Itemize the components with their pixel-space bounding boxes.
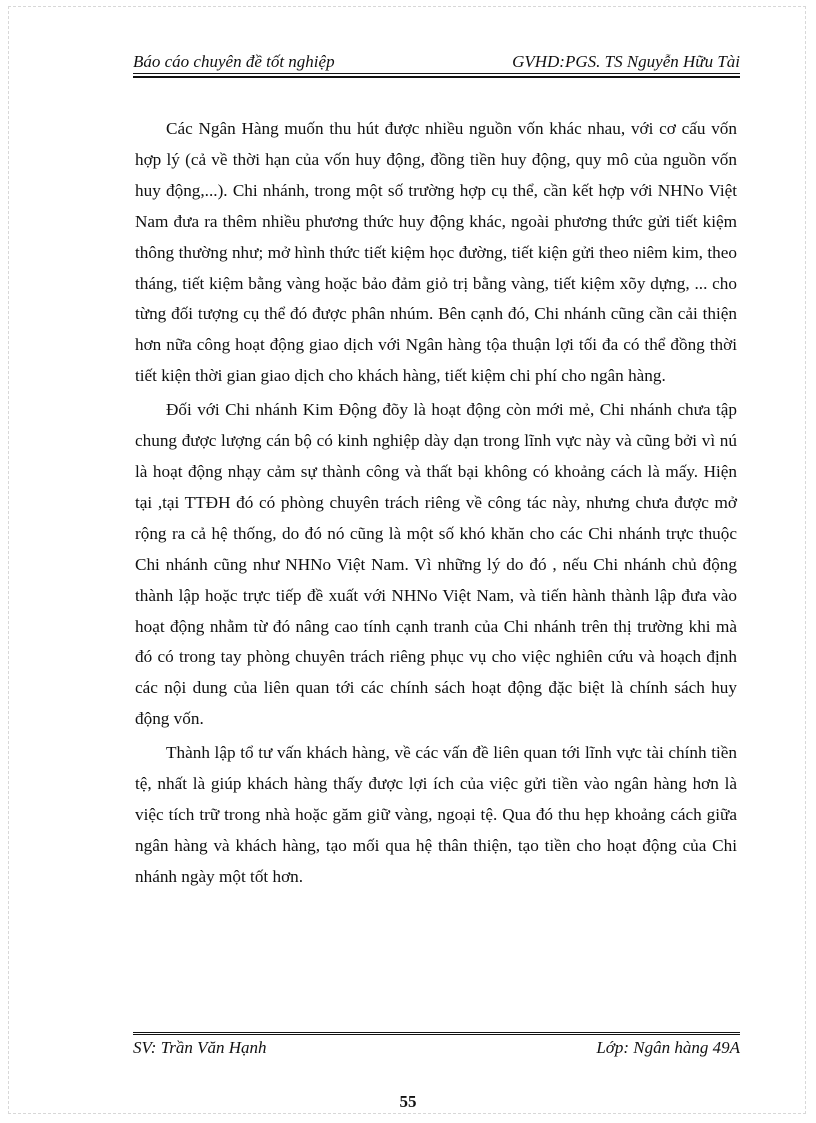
paragraph: Các Ngân Hàng muốn thu hút được nhiều nguồn vốn khác nhau, với cơ cấu vốn hợp lý (cả về thời hạn của vốn huy động, đồng tiền huy động, quy mô của nguồn vốn huy động,...). Chi nhánh, trong một số trường hợp cụ thể, cần kết hợp với NHNo Việt Nam đưa ra thêm nhiều phương thức huy động khác, ngoài phương thức gửi tiết kiệm thông thường như; mở hình thức tiết kiệm học đường, tiết kiện gửi theo niêm kim, theo tháng, tiết kiệm bằng vàng hoặc bảo đảm giỏ trị bằng vàng, tiết kiệm xõy dựng, ... cho từng đối tượng cụ thể đó được phân nhúm. Bên cạnh đó, Chi nhánh cũng cần cải thiện hơn nữa công hoạt động giao dịch với Ngân hàng tộa thuận lợi tối đa có thể đồng thời tiết kiện thời gian giao dịch cho khách hàng, tiết kiệm chi phí cho ngân hàng.: [135, 119, 737, 386]
body-text: [135, 114, 737, 896]
page-header: [133, 48, 740, 72]
footer-student: SV: Trần Văn Hạnh: [133, 1038, 267, 1057]
paragraph: Thành lập tổ tư vấn khách hàng, về các vấn đề liên quan tới lĩnh vực tài chính tiền tệ, nhất là giúp khách hàng thấy được lợi ích của việc gửi tiền vào ngân hàng hơn là việc tích trữ trong nhà hoặc găm giữ vàng, ngoại tệ. Qua đó thu hẹp khoảng cách giữa ngân hàng và khách hàng, tạo mối qua hệ thân thiện, tạo tiền cho hoạt động của Chi nhánh ngày một tốt hơn.: [135, 743, 737, 886]
paragraph: Đối với Chi nhánh Kim Động đõy là hoạt động còn mới mẻ, Chi nhánh chưa tập chung được lượng cán bộ có kinh nghiệp dày dạn trong lĩnh vực này và cũng bởi vì nú là hoạt động nhạy cảm sự thành công và thất bại không có khoảng cách là mấy. Hiện tại ,tại TTĐH đó có phòng chuyên trách riêng về công tác này, nhưng chưa được mở rộng ra cả hệ thống, do đó nó cũng là một số khó khăn cho các Chi nhánh trực thuộc Chi nhánh cũng như NHNo Việt Nam. Vì những lý do đó , nếu Chi nhánh chủ động thành lập hoặc trực tiếp đề xuất với NHNo Việt Nam, và tiến hành thành lập đưa vào hoạt động nhằm từ đó nâng cao tính cạnh tranh của Chi nhánh trên thị trường khi mà đó có trong tay phòng chuyên trách riêng phục vụ cho việc nghiên cứu và hoạch định các nội dung của liên quan tới các chính sách hoạt động đặc biệt là chính sách huy động vốn.: [135, 400, 737, 729]
header-rule: [133, 73, 740, 74]
header-supervisor: GVHD:PGS. TS Nguyễn Hữu Tài: [512, 52, 740, 71]
header-rule-thick: [133, 76, 740, 78]
footer-class: Lớp: Ngân hàng 49A: [596, 1038, 740, 1057]
page-footer: [133, 1038, 740, 1058]
footer-rule: [133, 1032, 740, 1035]
header-report-title: Báo cáo chuyên đề tốt nghiệp: [133, 52, 335, 71]
page-number: 55: [399, 1092, 417, 1111]
